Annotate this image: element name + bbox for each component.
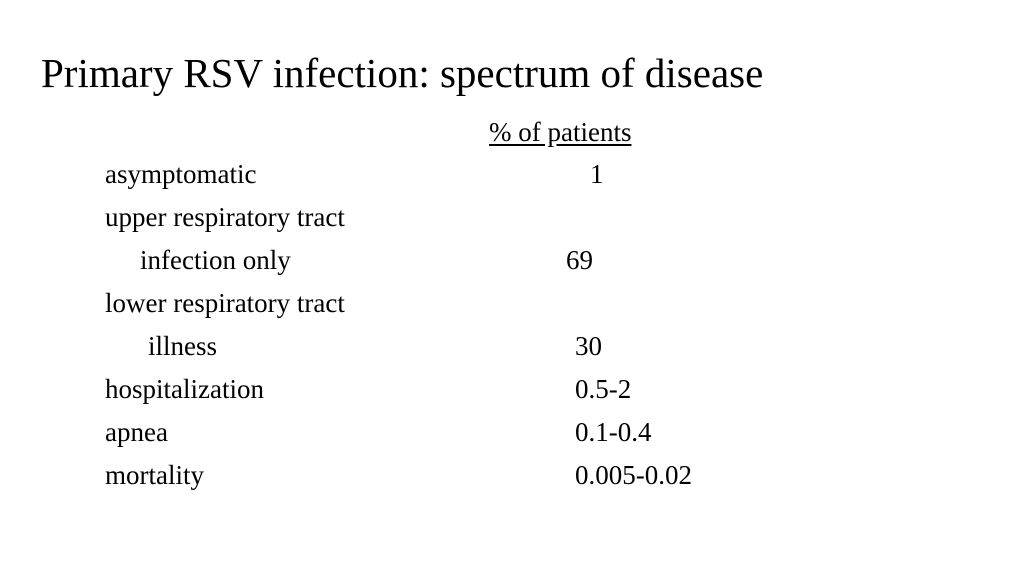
table-row bbox=[0, 416, 1024, 448]
table-row bbox=[0, 201, 1024, 233]
table-row bbox=[0, 373, 1024, 405]
table-row bbox=[0, 158, 1024, 190]
row-value: 30 bbox=[575, 331, 602, 361]
row-value: 0.5-2 bbox=[575, 374, 632, 404]
slide-title: Primary RSV infection: spectrum of disease bbox=[41, 50, 764, 96]
table-row bbox=[0, 244, 1024, 276]
row-label: asymptomatic bbox=[105, 159, 257, 189]
row-value: 69 bbox=[566, 245, 593, 275]
row-value: 0.005-0.02 bbox=[575, 460, 692, 490]
row-label: illness bbox=[148, 331, 218, 361]
column-header: % of patients bbox=[489, 117, 632, 147]
row-label: mortality bbox=[105, 460, 204, 490]
table-row bbox=[0, 330, 1024, 362]
row-label: upper respiratory tract bbox=[105, 202, 345, 232]
row-label: apnea bbox=[105, 417, 168, 447]
row-label: infection only bbox=[140, 245, 291, 275]
row-label: lower respiratory tract bbox=[105, 288, 345, 318]
table-row bbox=[0, 287, 1024, 319]
table-row bbox=[0, 459, 1024, 491]
row-label: hospitalization bbox=[105, 374, 264, 404]
row-value: 1 bbox=[590, 159, 604, 189]
row-value: 0.1-0.4 bbox=[575, 417, 652, 447]
